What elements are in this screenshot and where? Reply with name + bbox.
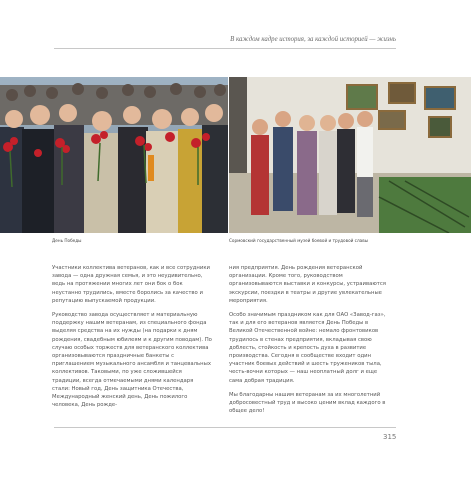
header-divider — [54, 48, 396, 49]
page-header-tagline: В каждом кадре история, за каждой историей — жизнь — [230, 36, 396, 43]
left-photo-caption: День Победы — [52, 238, 82, 243]
paragraph: Мы благодарны нашим ветеранам за их многолетний добросовестный труд и высоко ценим вклад каждого в общее дело! — [229, 391, 386, 415]
paragraph: Руководство завода осуществляет и материальную поддержку нашим ветеранам, из специального фонда выделяя средства на их нужды (на подарки к дням рождения, свадебным юбилеям и к другим поводам). По случаю особых торжеств для ветеранского коллектива организовываются праздничные банкеты с приглашением музыкального ансамбля и танцевальных коллективов. Таковыми, по уже сложившейся традиции, всегда отмечаемыми днями календаря стали: Новый год, День защитника Отечества, Международный женский день, День пожилого человека, День рожде- — [52, 312, 212, 409]
text-column-left — [52, 264, 212, 415]
paragraph: Участники коллектива ветеранов, как и все сотрудники завода — одна дружная семья, и это неудивительно, ведь на протяжении многих лет они бок о бок неустанно трудились, вместе боролись за качество и репутацию выпускаемой продукции. — [52, 265, 210, 304]
museum-photo — [229, 77, 471, 233]
page-number: 315 — [383, 433, 397, 441]
footer-divider — [54, 427, 396, 428]
right-photo-caption: Сормовский государственный музей боевой и трудовой славы — [229, 238, 369, 243]
victory-day-photo — [0, 77, 228, 233]
paragraph: Особо значимым праздником как для ОАО «Завод-газ», так и для его ветеранов является День Победы в Великой Отечественной войне: немало фронтовиков трудилось в стенах предприятия, вкладывая свою доблесть, стойкость и крепость духа в развитие производства. Сегодня в сообществе входит один участник боевых действий и шесть тружеников тыла, честь-вочни которых — наш неоплатный долг и еще сама добрая традиция. — [229, 312, 386, 384]
paragraph: ния предприятия. День рождения ветеранской организации. Кроме того, руководством организовываются выставки и конкурсы, устраиваются экскурсии, поездки в театры и другие увлекательные мероприятия. — [229, 265, 386, 304]
text-column-right — [229, 264, 389, 421]
